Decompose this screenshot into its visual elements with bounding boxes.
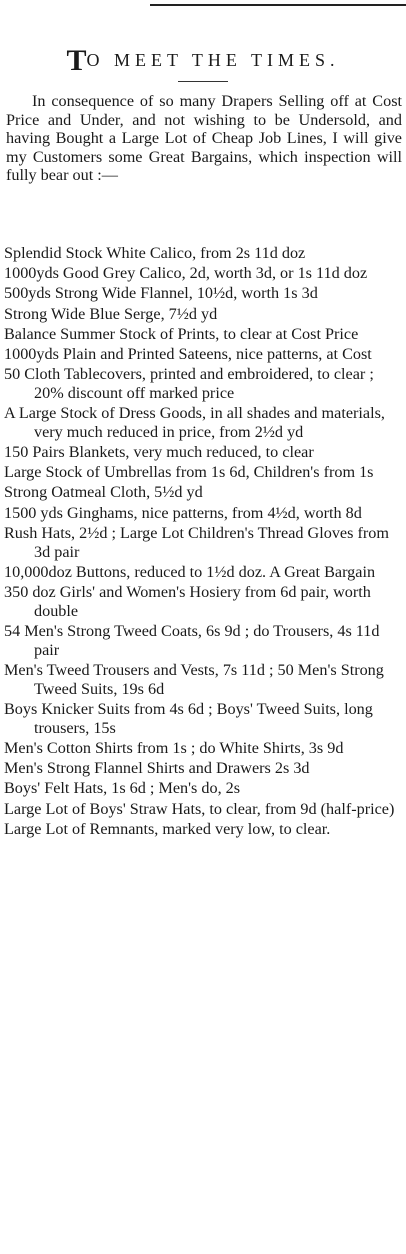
bargain-item: 1500 yds Ginghams, nice patterns, from 4½d, worth 8d	[4, 503, 362, 522]
bargain-item: Rush Hats, 2½d ; Large Lot Children's Thread Gloves from 3d pair	[4, 523, 389, 561]
bargain-item: Boys Knicker Suits from 4s 6d ; Boys' Tweed Suits, long trousers, 15s	[4, 699, 373, 737]
bargain-item: Boys' Felt Hats, 1s 6d ; Men's do, 2s	[4, 779, 241, 798]
headline-dropcap: T	[66, 44, 87, 77]
bargain-item: 150 Pairs Blankets, very much reduced, to clear	[4, 443, 314, 462]
bargain-item: Large Lot of Remnants, marked very low, to clear.	[4, 819, 331, 838]
bargain-item: Large Stock of Umbrellas from 1s 6d, Children's from 1s	[4, 463, 374, 482]
bargain-item: 1000yds Good Grey Calico, 2d, worth 3d, or 1s 11d doz	[4, 264, 368, 283]
bargain-item: 350 doz Girls' and Women's Hosiery from 6d pair, worth double	[4, 583, 371, 620]
bargain-item: Strong Oatmeal Cloth, 5½d yd	[4, 483, 203, 502]
headline-text: O MEET THE TIMES.	[86, 50, 340, 70]
headline	[0, 44, 406, 78]
bargain-item: Strong Wide Blue Serge, 7½d yd	[4, 304, 218, 323]
bargain-item: Large Lot of Boys' Straw Hats, to clear, from 9d (half-price)	[4, 799, 395, 818]
intro-paragraph: In consequence of so many Drapers Selling off at Cost Price and Under, and not wishing to be Undersold, and having Bought a Large Lot of Cheap Job Lines, I will give my Customers some Great Bargains, which inspection will fully bear out :—	[6, 92, 402, 185]
bargain-item: 1000yds Plain and Printed Sateens, nice patterns, at Cost	[4, 344, 372, 363]
bargain-item: 54 Men's Strong Tweed Coats, 6s 9d ; do Trousers, 4s 11d pair	[4, 622, 380, 659]
bargain-item: 50 Cloth Tablecovers, printed and embroidered, to clear ; 20% discount off marked price	[4, 365, 374, 402]
bargain-item: 10,000doz Buttons, reduced to 1½d doz. A Great Bargain	[4, 562, 376, 581]
headline-rule	[178, 81, 228, 82]
bargain-item: Men's Strong Flannel Shirts and Drawers 2s 3d	[4, 759, 310, 778]
bargain-item: Men's Cotton Shirts from 1s ; do White Shirts, 3s 9d	[4, 738, 344, 757]
bargain-list	[4, 244, 402, 840]
top-rule	[150, 4, 406, 6]
bargain-item: 500yds Strong Wide Flannel, 10½d, worth 1s 3d	[4, 284, 318, 303]
bargain-item: Splendid Stock White Calico, from 2s 11d doz	[4, 244, 306, 262]
bargain-item: Men's Tweed Trousers and Vests, 7s 11d ; 50 Men's Strong Tweed Suits, 19s 6d	[4, 660, 384, 698]
bargain-item: A Large Stock of Dress Goods, in all shades and materials, very much reduced in price, from 2½d yd	[4, 404, 385, 441]
bargain-item: Balance Summer Stock of Prints, to clear at Cost Price	[4, 324, 359, 343]
